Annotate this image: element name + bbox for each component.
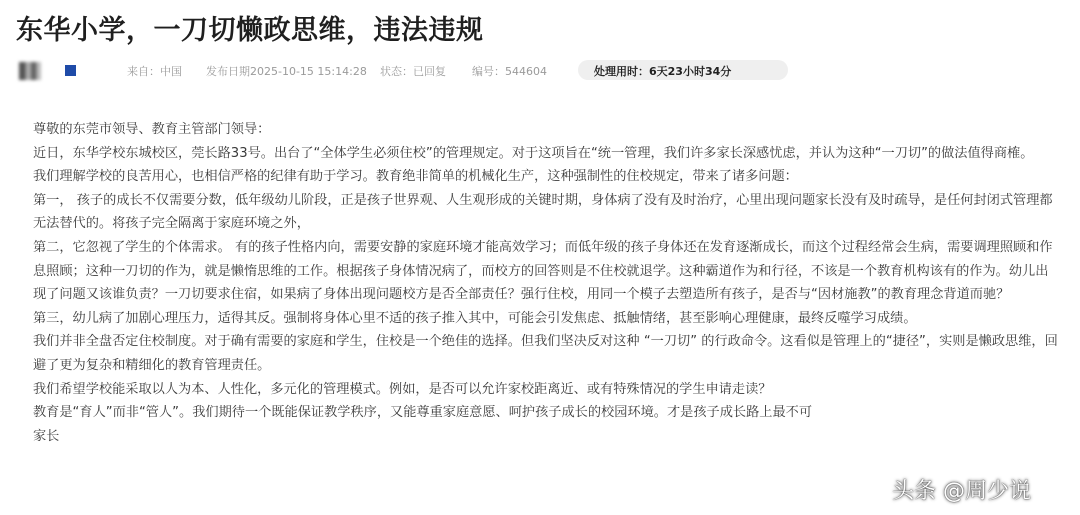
watermark: 头条 @周少说 [892, 479, 1031, 504]
paragraph: 教育是“育人”而非“管人”。我们期待一个既能保证教学秩序，又能尊重家庭意愿、呵护孩子成长的校园环境。才是孩子成长路上最不可 [33, 405, 813, 421]
meta-bar [0, 58, 1080, 84]
processing-time-badge [578, 60, 788, 80]
source-label: 来自：中国 [127, 65, 182, 78]
processing-time-text: 处理用时：6天23小时34分 [594, 65, 732, 78]
paragraph: 我们理解学校的良苦用心，也相信严格的纪律有助于学习。教育绝非简单的机械化生产，这种强制性的住校规定，带来了诸多问题： [33, 169, 798, 185]
user-badge-icon [65, 65, 76, 76]
letter-body [33, 118, 1058, 448]
paragraph: 第二，它忽视了学生的个体需求。 有的孩子性格内向，需要安静的家庭环境才能高效学习；而低年级的孩子身体还在发育逐渐成长，而这个过程经常会生病，需要调理照顾和作息照顾；这种一刀切的作为，就是懒惰思维的工作。根据孩子身体情况病了，而校方的回答则是不住校就退学。这种霸道作为和行径，不该是一个教育机构该有的作为。幼儿出现了问题又该谁负责？一刀切要求住宿，如果病了身体出现问题校方是否全部责任？强行住校，用同一个模子去塑造所有孩子，是否与“因材施教”的教育理念背道而驰？ [33, 239, 1053, 303]
paragraph: 我们希望学校能采取以人为本、人性化，多元化的管理模式。例如，是否可以允许家校距离近、或有特殊情况的学生申请走读？ [33, 381, 772, 397]
publish-date: 发布日期2025-10-15 15:14:28 [206, 65, 367, 78]
paragraph: 近日，东华学校东城校区，莞长路33号。出台了“全体学生必须住校”的管理规定。对于这项旨在“统一管理，我们许多家长深感忧虑，并认为这种“一刀切”的做法值得商榷。 [33, 145, 1034, 161]
page-title: 东华小学，一刀切懒政思维，违法违规 [16, 15, 484, 46]
paragraph-salutation: 尊敬的东莞市领导、教育主管部门领导： [33, 122, 271, 137]
item-number: 编号：544604 [472, 65, 547, 78]
paragraph: 第一， 孩子的成长不仅需要分数，低年级幼儿阶段，正是孩子世界观、人生观形成的关键时期，身体病了没有及时治疗，心里出现问题家长没有及时疏导，是任何封闭式管理都无法替代的。将孩子完全隔离于家庭环境之外， [33, 192, 1053, 232]
paragraph: 我们并非全盘否定住校制度。对于确有需要的家庭和学生，住校是一个绝佳的选择。但我们坚决反对这种 “一刀切” 的行政命令。这看似是管理上的“捷径”，实则是懒政思维，回避了更为复杂和精细化的教育管理责任。 [33, 334, 1058, 373]
paragraph: 第三，幼儿病了加剧心理压力，适得其反。强制将身体心里不适的孩子推入其中，可能会引发焦虑、抵触情绪，甚至影响心理健康，最终反噬学习成绩。 [33, 310, 917, 326]
signature: 家长 [33, 428, 60, 444]
status-text: 状态：已回复 [380, 65, 446, 78]
avatar[interactable] [19, 62, 41, 80]
